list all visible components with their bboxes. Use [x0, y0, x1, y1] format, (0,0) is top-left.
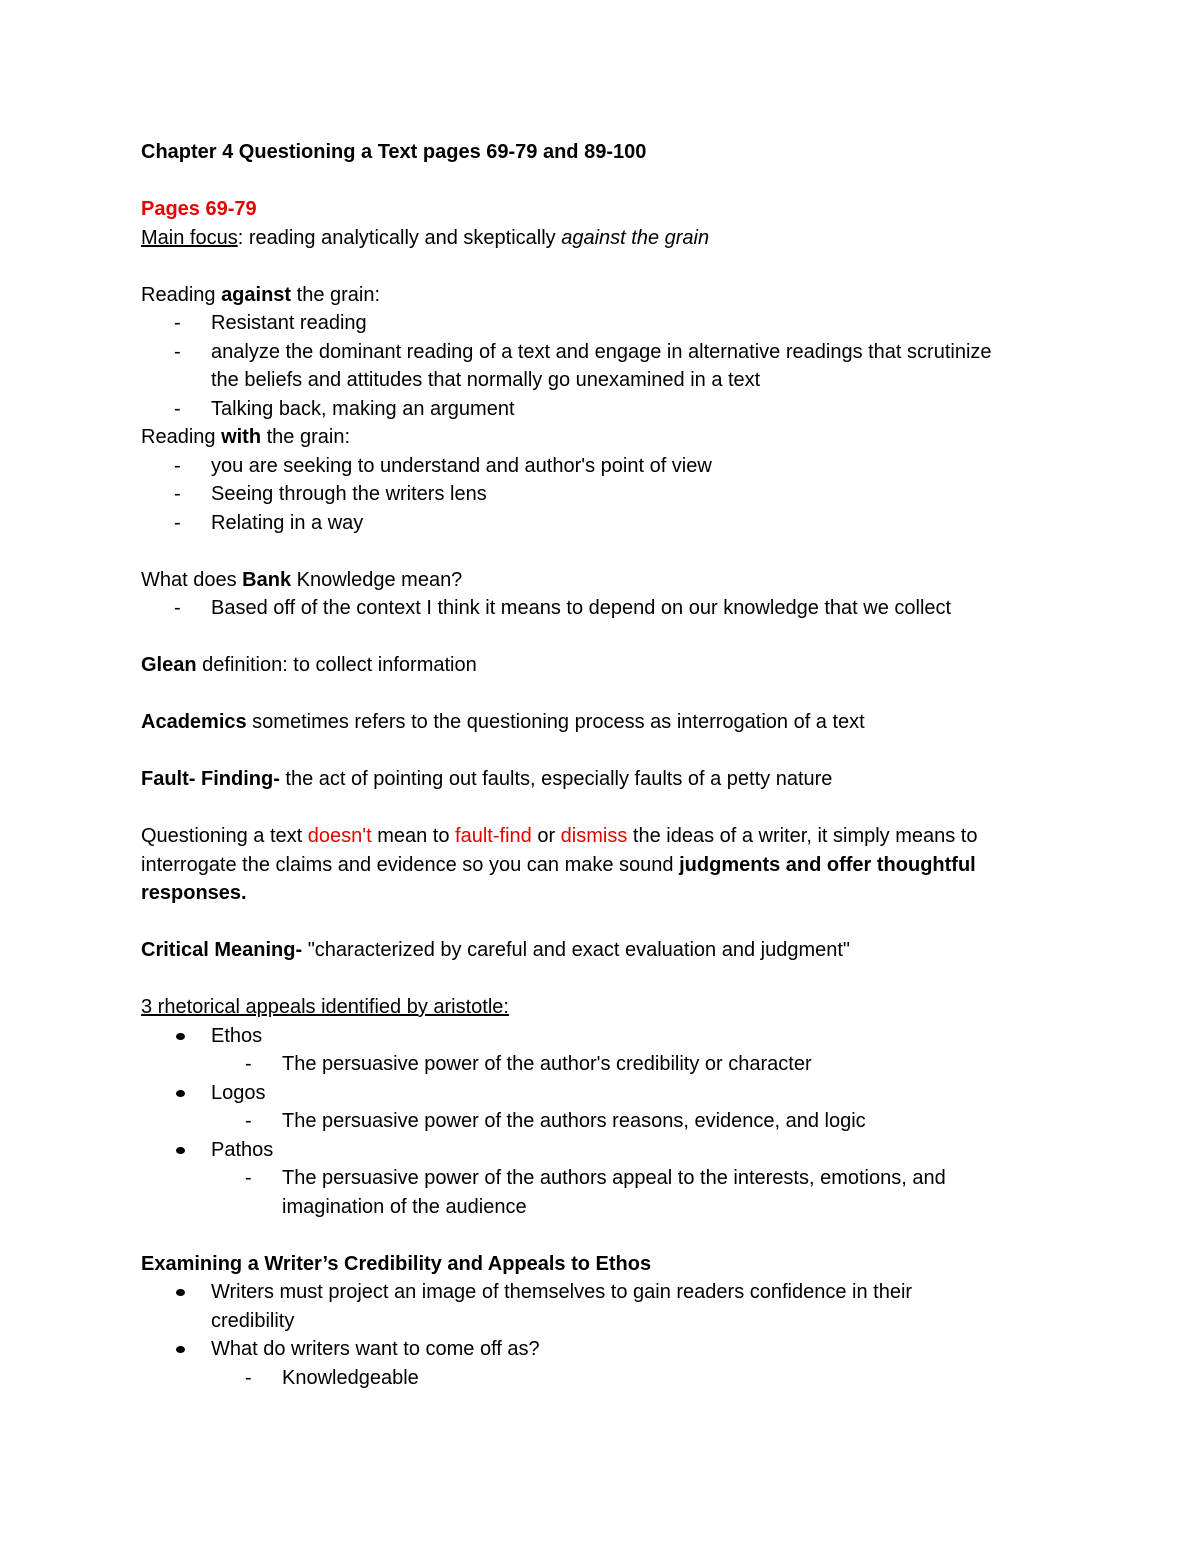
bullet-item-continued: credibility [211, 1309, 295, 1332]
sub-item: - The persuasive power of the authors appeal to the interests, emotions, and [245, 1167, 946, 1189]
list-item: - Resistant reading [174, 312, 367, 334]
list-item: - Talking back, making an argument [174, 397, 515, 420]
list-item: - you are seeking to understand and author's point of view [174, 454, 712, 477]
sub-item: - The persuasive power of the author's credibility or character [245, 1053, 812, 1075]
bullet-icon [176, 1033, 185, 1040]
critical-meaning: Critical Meaning- "characterized by careful and exact evaluation and judgment" [141, 939, 851, 961]
main-focus-line: Main focus: reading analytically and skeptically against the grain [141, 226, 710, 249]
bullet-icon [176, 1289, 185, 1296]
list-item: - analyze the dominant reading of a text and engage in alternative readings that scrutinize [174, 340, 992, 363]
sub-item: - The persuasive power of the authors reasons, evidence, and logic [245, 1110, 866, 1132]
bullet-item-logos: Logos [141, 1079, 1061, 1108]
sub-item: - Knowledgeable [245, 1366, 419, 1389]
examining-heading: Examining a Writer’s Credibility and Appeals to Ethos [141, 1252, 652, 1275]
questioning-paragraph-line2: interrogate the claims and evidence so you can make sound judgments and offer thoughtful [141, 853, 976, 876]
academics-note: Academics sometimes refers to the questioning process as interrogation of a text [141, 711, 865, 733]
bullet-item-ethos: Ethos [141, 1022, 1061, 1051]
list-item: - Based off of the context I think it means to depend on our knowledge that we collect [174, 597, 952, 619]
bullet-icon [176, 1346, 185, 1353]
appeals-heading: 3 rhetorical appeals identified by aristotle: [141, 996, 509, 1018]
against-heading: Reading against the grain: [141, 283, 381, 306]
bullet-item-pathos: Pathos [141, 1136, 1061, 1165]
list-item: - Seeing through the writers lens [174, 483, 487, 505]
fault-finding-definition: Fault- Finding- the act of pointing out faults, especially faults of a petty nature [141, 768, 833, 790]
sub-item-continued: imagination of the audience [282, 1195, 527, 1218]
list-item: - Relating in a way [174, 511, 364, 534]
section-heading: Pages 69-79 [141, 198, 257, 220]
bank-question: What does Bank Knowledge mean? [141, 568, 463, 591]
list-item-continued: the beliefs and attitudes that normally go unexamined in a text [211, 369, 761, 391]
questioning-paragraph-line1: Questioning a text doesn't mean to fault-find or dismiss the ideas of a writer, it simply means to [141, 825, 978, 847]
bullet-icon [176, 1090, 185, 1097]
bullet-item: Writers must project an image of themselves to gain readers confidence in their [141, 1278, 1061, 1307]
with-heading: Reading with the grain: [141, 426, 351, 448]
document-page [141, 138, 1061, 1392]
glean-definition: Glean definition: to collect information [141, 654, 477, 676]
bullet-item: What do writers want to come off as? [141, 1335, 1061, 1364]
bullet-icon [176, 1147, 185, 1154]
questioning-paragraph-line3: responses. [141, 882, 247, 904]
document-title: Chapter 4 Questioning a Text pages 69-79 and 89-100 [141, 141, 647, 163]
